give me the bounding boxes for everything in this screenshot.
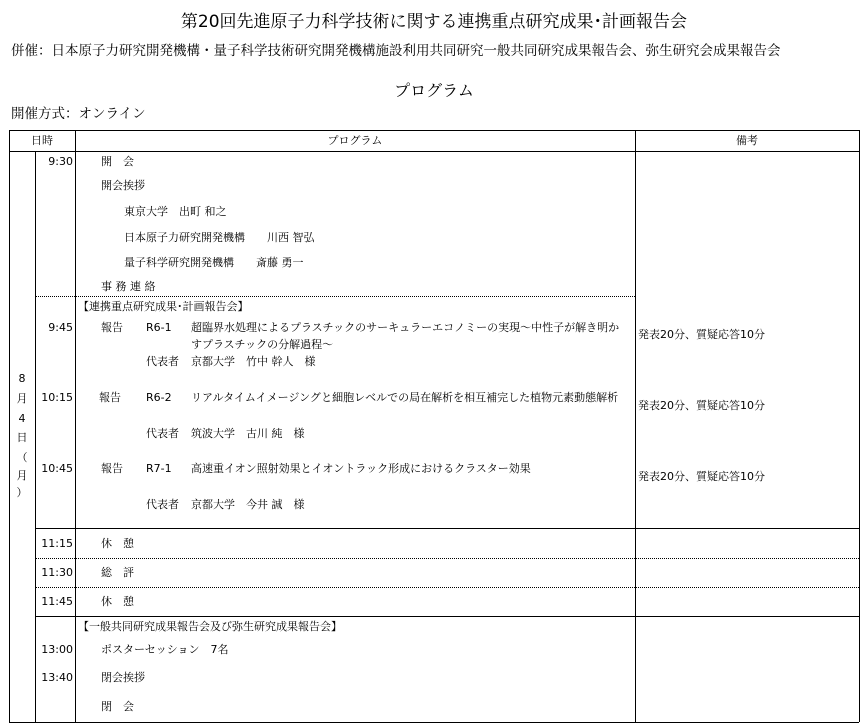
representative-label: 代表者	[146, 355, 179, 368]
report-remark: 発表20分、質疑応答10分	[638, 470, 765, 483]
header-remarks: 備考	[736, 134, 758, 147]
speaker-3: 量子科学研究開発機構 斎藤 勇一	[124, 256, 304, 269]
report-title: 高速重イオン照射効果とイオントラック形成におけるクラスター効果	[191, 462, 531, 475]
representative: 京都大学 竹中 幹人 様	[191, 355, 316, 368]
section2-heading: 【一般共同研究成果報告会及び弥生研究成果報告会】	[78, 620, 342, 633]
report-code: R6-1	[146, 321, 172, 334]
closing-label: 閉 会	[101, 700, 134, 713]
report-time: 9:45	[48, 321, 73, 334]
representative-label: 代表者	[146, 427, 179, 440]
program-heading: プログラム	[394, 81, 474, 100]
time-opening: 9:30	[48, 155, 73, 168]
break-label: 休 憩	[101, 537, 134, 550]
representative: 京都大学 今井 誠 様	[191, 498, 305, 511]
representative-label: 代表者	[146, 498, 179, 511]
report-time: 10:15	[41, 391, 73, 404]
opening-greeting: 開会挨拶	[101, 179, 145, 192]
break-label: 休 憩	[101, 595, 134, 608]
break-time: 11:15	[41, 537, 73, 550]
page-title: 第20回先進原子力科学技術に関する連携重点研究成果･計画報告会	[180, 12, 688, 32]
speaker-2: 日本原子力研究開発機構 川西 智弘	[124, 231, 315, 244]
header-program: プログラム	[327, 134, 383, 147]
report-remark: 発表20分、質疑応答10分	[638, 328, 765, 341]
report-label: 報告	[101, 462, 123, 475]
opening-label: 開 会	[101, 155, 134, 168]
closing-time: 13:40	[41, 671, 73, 684]
cohost-line: 併催：日本原子力研究開発機構・量子科学技術研究開発機構施設利用共同研究一般共同研究成果報告会、弥生研究会成果報告会	[11, 43, 781, 59]
format-line: 開催方式：オンライン	[11, 106, 146, 122]
office-notice: 事 務 連 絡	[101, 280, 156, 293]
review-time: 11:30	[41, 566, 73, 579]
report-title-cont: すプラスチックの分解過程～	[191, 338, 334, 351]
poster-time: 13:00	[41, 643, 73, 656]
speaker-1: 東京大学 出町 和之	[124, 205, 227, 218]
header-datetime: 日時	[31, 134, 53, 147]
report-code: R7-1	[146, 462, 172, 475]
poster-session: ポスターセッション 7名	[101, 643, 229, 656]
break-time: 11:45	[41, 595, 73, 608]
report-title: 超臨界水処理によるプラスチックのサーキュラーエコノミーの実現～中性子が解き明か	[191, 321, 620, 334]
closing-greeting: 閉会挨拶	[101, 671, 145, 684]
report-label: 報告	[101, 321, 123, 334]
section1-heading: 【連携重点研究成果･計画報告会】	[78, 300, 249, 313]
representative: 筑波大学 古川 純 様	[191, 427, 305, 440]
review-label: 総 評	[101, 566, 134, 579]
report-title: リアルタイムイメージングと細胞レベルでの局在解析を相互補完した植物元素動態解析	[191, 391, 619, 404]
report-remark: 発表20分、質疑応答10分	[638, 399, 765, 412]
report-label: 報告	[99, 391, 121, 404]
report-time: 10:45	[41, 462, 73, 475]
report-code: R6-2	[146, 391, 172, 404]
